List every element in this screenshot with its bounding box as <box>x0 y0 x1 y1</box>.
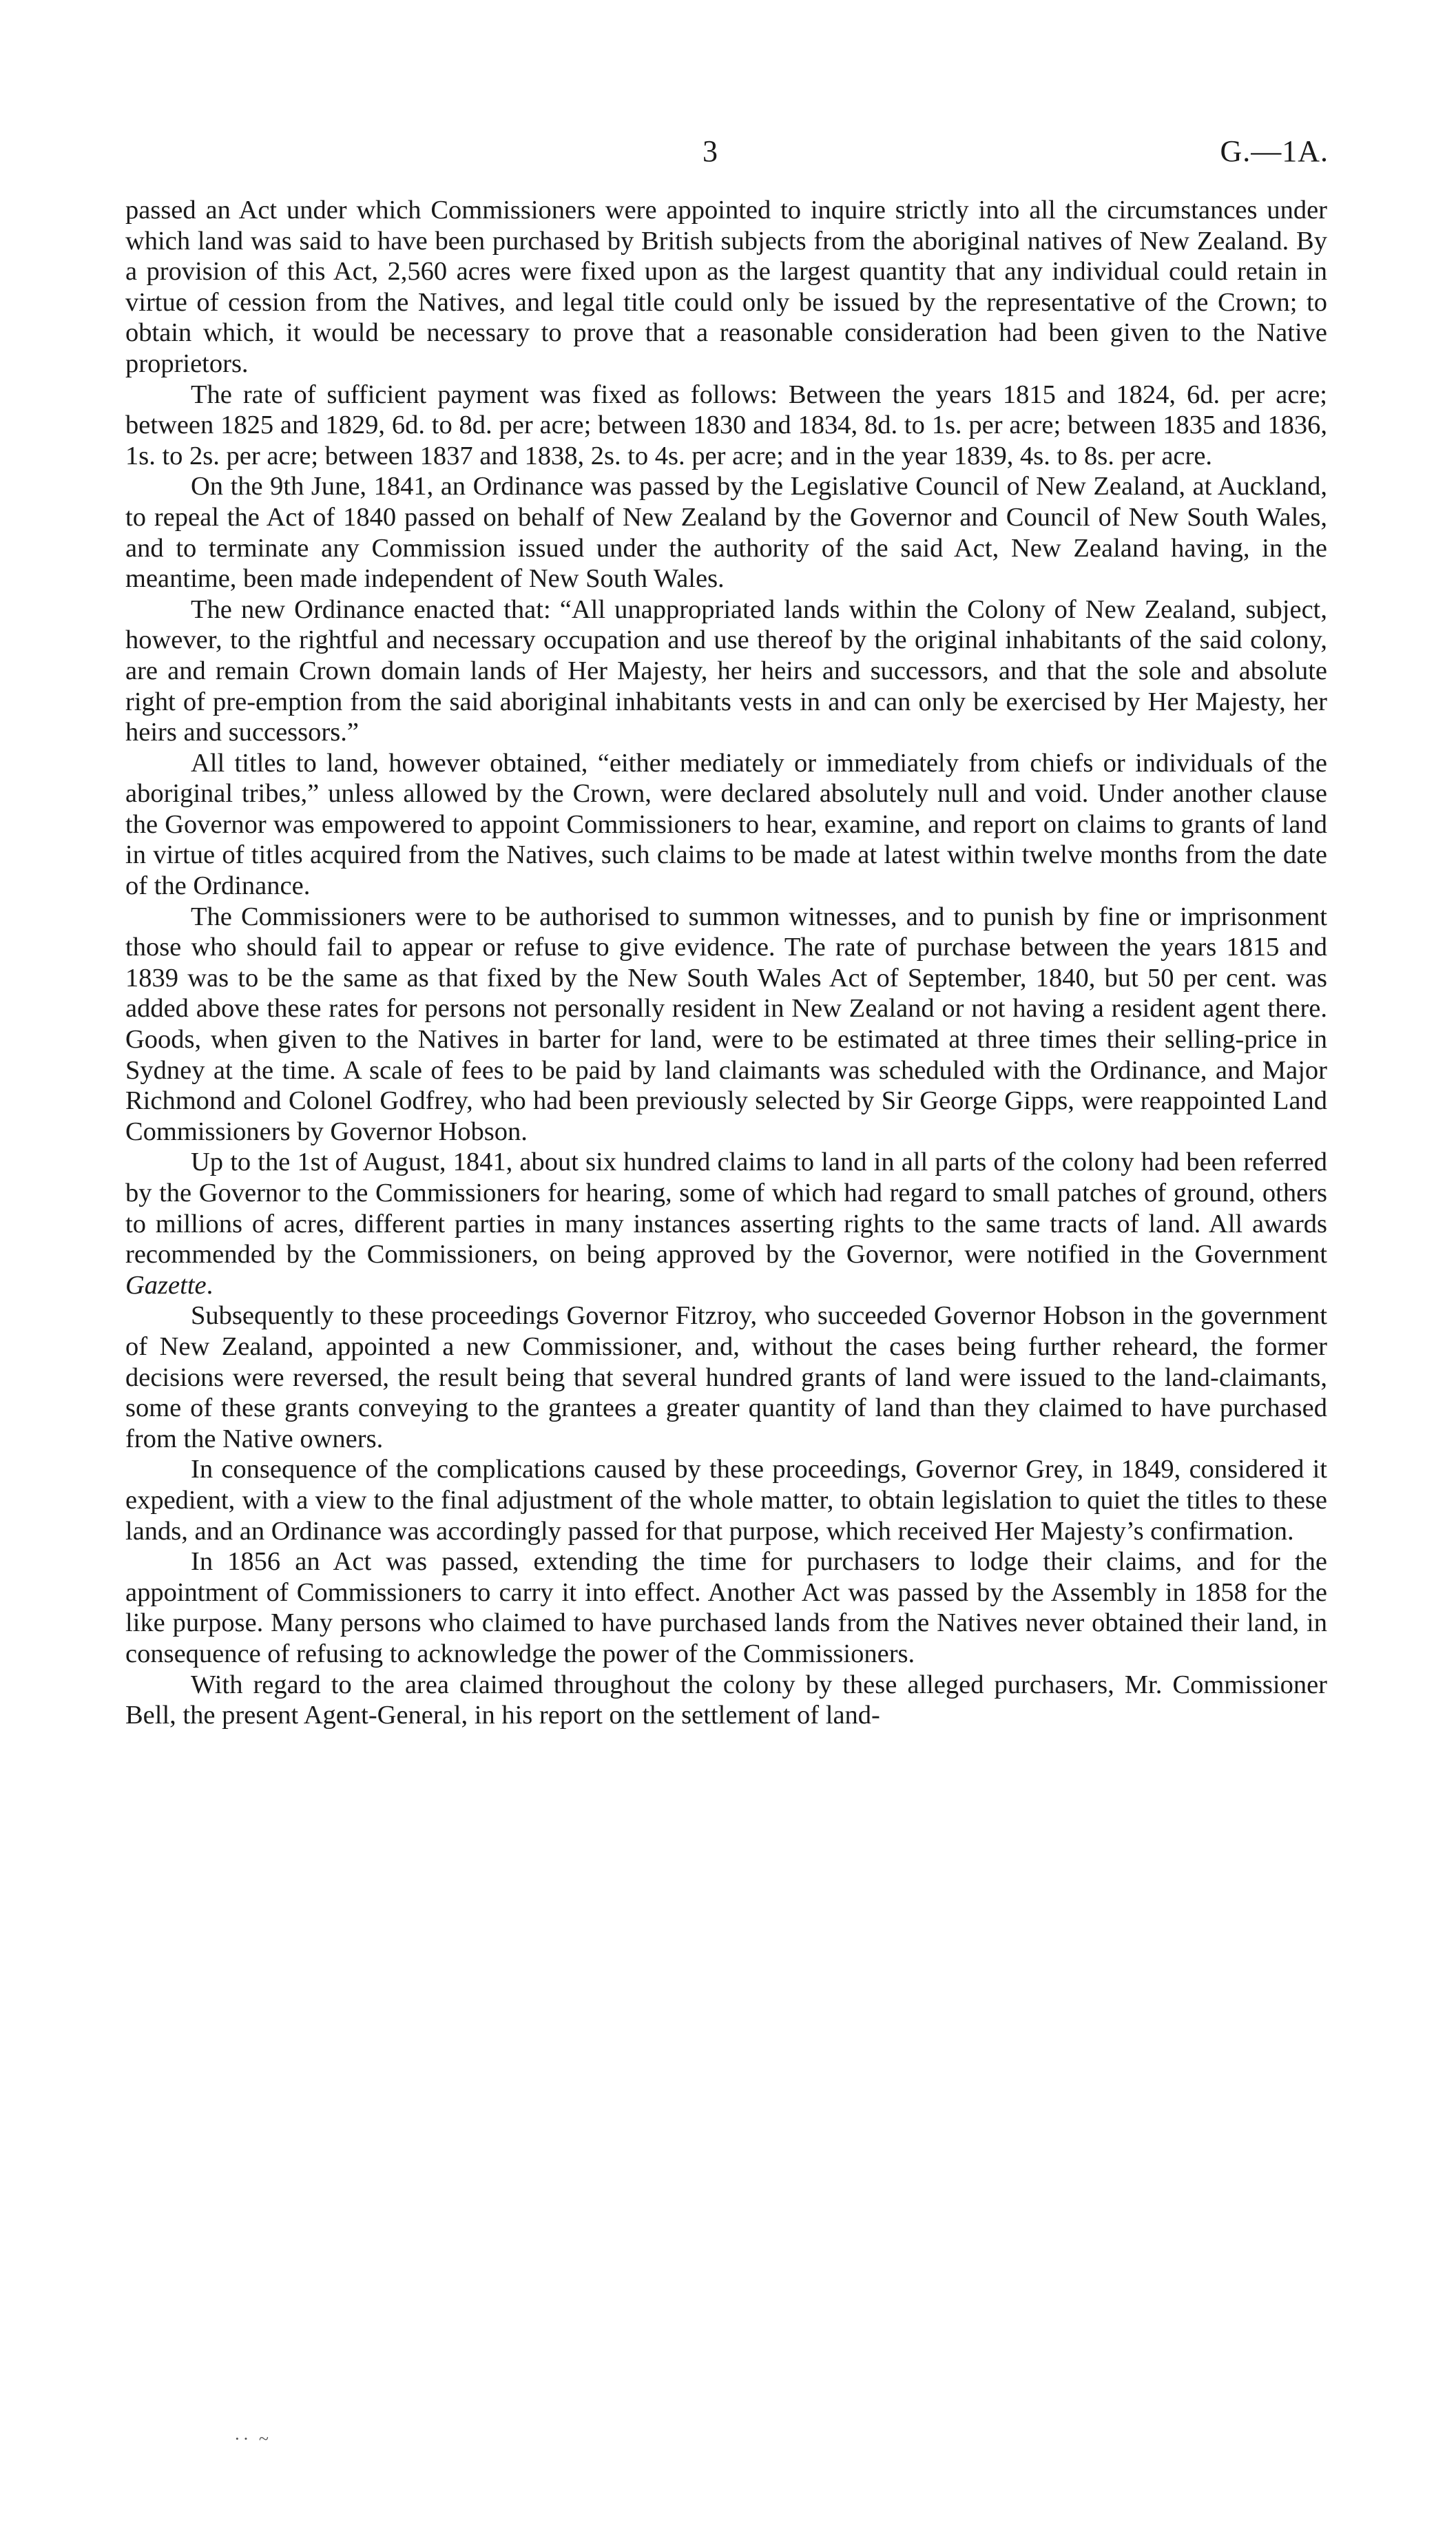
paragraph-1: passed an Act under which Commissioners were appointed to inquire strictly into all the circumstances under which land was said to have been purchased by British subjects from the aboriginal natives of New Zealand. By a provision of this Act, 2,560 acres were fixed upon as the largest quantity that any individual could retain in virtue of cession from the Natives, and legal title could only be issued by the representative of the Crown; to obtain which, it would be necessary to prove that a reasonable consideration had been given to the Native proprietors. <box>125 196 1327 378</box>
paragraph-8: Subsequently to these proceedings Governor Fitzroy, who succeeded Governor Hobson in the government of New Zealand, appointed a new Commissioner, and, without the cases being further reheard, the former decisions were reversed, the result being that several hundred grants of land were issued to the land-claimants, some of these grants conveying to the grantees a greater quantity of land than they claimed to have purchased from the Native owners. <box>125 1301 1327 1453</box>
page-header <box>0 131 1456 172</box>
paragraph-7 <box>125 1147 1327 1300</box>
paragraph-7-text: Up to the 1st of August, 1841, about six hundred claims to land in all parts of the colony had been referred by the Governor to the Commissioners for hearing, some of which had regard to small patches of ground, others to millions of acres, different parties in many instances asserting rights to the same tracts of land. All awards recommended by the Commissioners, on being approved by the Governor, were notified in the Government <box>125 1148 1327 1269</box>
paragraph-6: The Commissioners were to be authorised to summon witnesses, and to punish by fine or imprisonment those who should fail to appear or refuse to give evidence. The rate of purchase between the years 1815 and 1839 was to be the same as that fixed by the New South Wales Act of September, 1840, but 50 per cent. was added above these rates for persons not personally resident in New Zealand or not having a resident agent there. Goods, when given to the Natives in barter for land, were to be estimated at three times their selling-price in Sydney at the time. A scale of fees to be paid by land claimants was scheduled with the Ordinance, and Major Richmond and Colonel Godfrey, who had been previously selected by Sir George Gipps, were reappointed Land Commissioners by Governor Hobson. <box>125 902 1327 1146</box>
document-reference: G.—1A. <box>1220 134 1329 168</box>
paragraph-5: All titles to land, however obtained, “either mediately or immediately from chiefs or individuals of the aboriginal tribes,” unless allowed by the Crown, were declared absolutely null and void. Under another clause the Governor was empowered to appoint Commissioners to hear, examine, and report on claims to grants of land in virtue of titles acquired from the Natives, such claims to be made at latest within twelve months from the date of the Ordinance. <box>125 748 1327 901</box>
page-number: 3 <box>703 134 718 168</box>
paragraph-3: On the 9th June, 1841, an Ordinance was passed by the Legislative Council of New Zealand, at Auckland, to repeal the Act of 1840 passed on behalf of New Zealand by the Governor and Council of New South Wales, and to terminate any Commission issued under the authority of the said Act, New Zealand having, in the meantime, been made independent of New South Wales. <box>125 472 1327 594</box>
paragraph-9: In consequence of the complications caused by these proceedings, Governor Grey, in 1849, considered it expedient, with a view to the final adjustment of the whole matter, to obtain legislation to quiet the titles to these lands, and an Ordinance was accordingly passed for that purpose, which received Her Majesty’s confirmation. <box>125 1455 1327 1546</box>
paragraph-7-end: . <box>206 1270 214 1300</box>
stray-mark: ·· ~ <box>234 2429 271 2449</box>
paragraph-10: In 1856 an Act was passed, extending the time for purchasers to lodge their claims, and for the appointment of Commissioners to carry it into effect. Another Act was passed by the Assembly in 1858 for the like purpose. Many persons who claimed to have purchased lands from the Natives never obtained their land, in consequence of refusing to acknowledge the power of the Commissioners. <box>125 1547 1327 1668</box>
paragraph-11: With regard to the area claimed throughout the colony by these alleged purchasers, Mr. Commissioner Bell, the present Agent-General, in his report on the settlement of land- <box>125 1670 1327 1730</box>
paragraph-2: The rate of sufficient payment was fixed as follows: Between the years 1815 and 1824, 6d. per acre; between 1825 and 1829, 6d. to 8d. per acre; between 1830 and 1834, 8d. to 1s. per acre; between 1835 and 1836, 1s. to 2s. per acre; between 1837 and 1838, 2s. to 4s. per acre; and in the year 1839, 4s. to 8s. per acre. <box>125 380 1327 470</box>
document-body <box>125 195 1327 1731</box>
gazette-italic: Gazette <box>125 1270 207 1300</box>
paragraph-4: The new Ordinance enacted that: “All unappropriated lands within the Colony of New Zealand, subject, however, to the rightful and necessary occupation and use thereof by the original inhabitants of the said colony, are and remain Crown domain lands of Her Majesty, her heirs and successors, and that the sole and absolute right of pre-emption from the said aboriginal inhabitants vests in and can only be exercised by Her Majesty, her heirs and successors.” <box>125 594 1327 747</box>
